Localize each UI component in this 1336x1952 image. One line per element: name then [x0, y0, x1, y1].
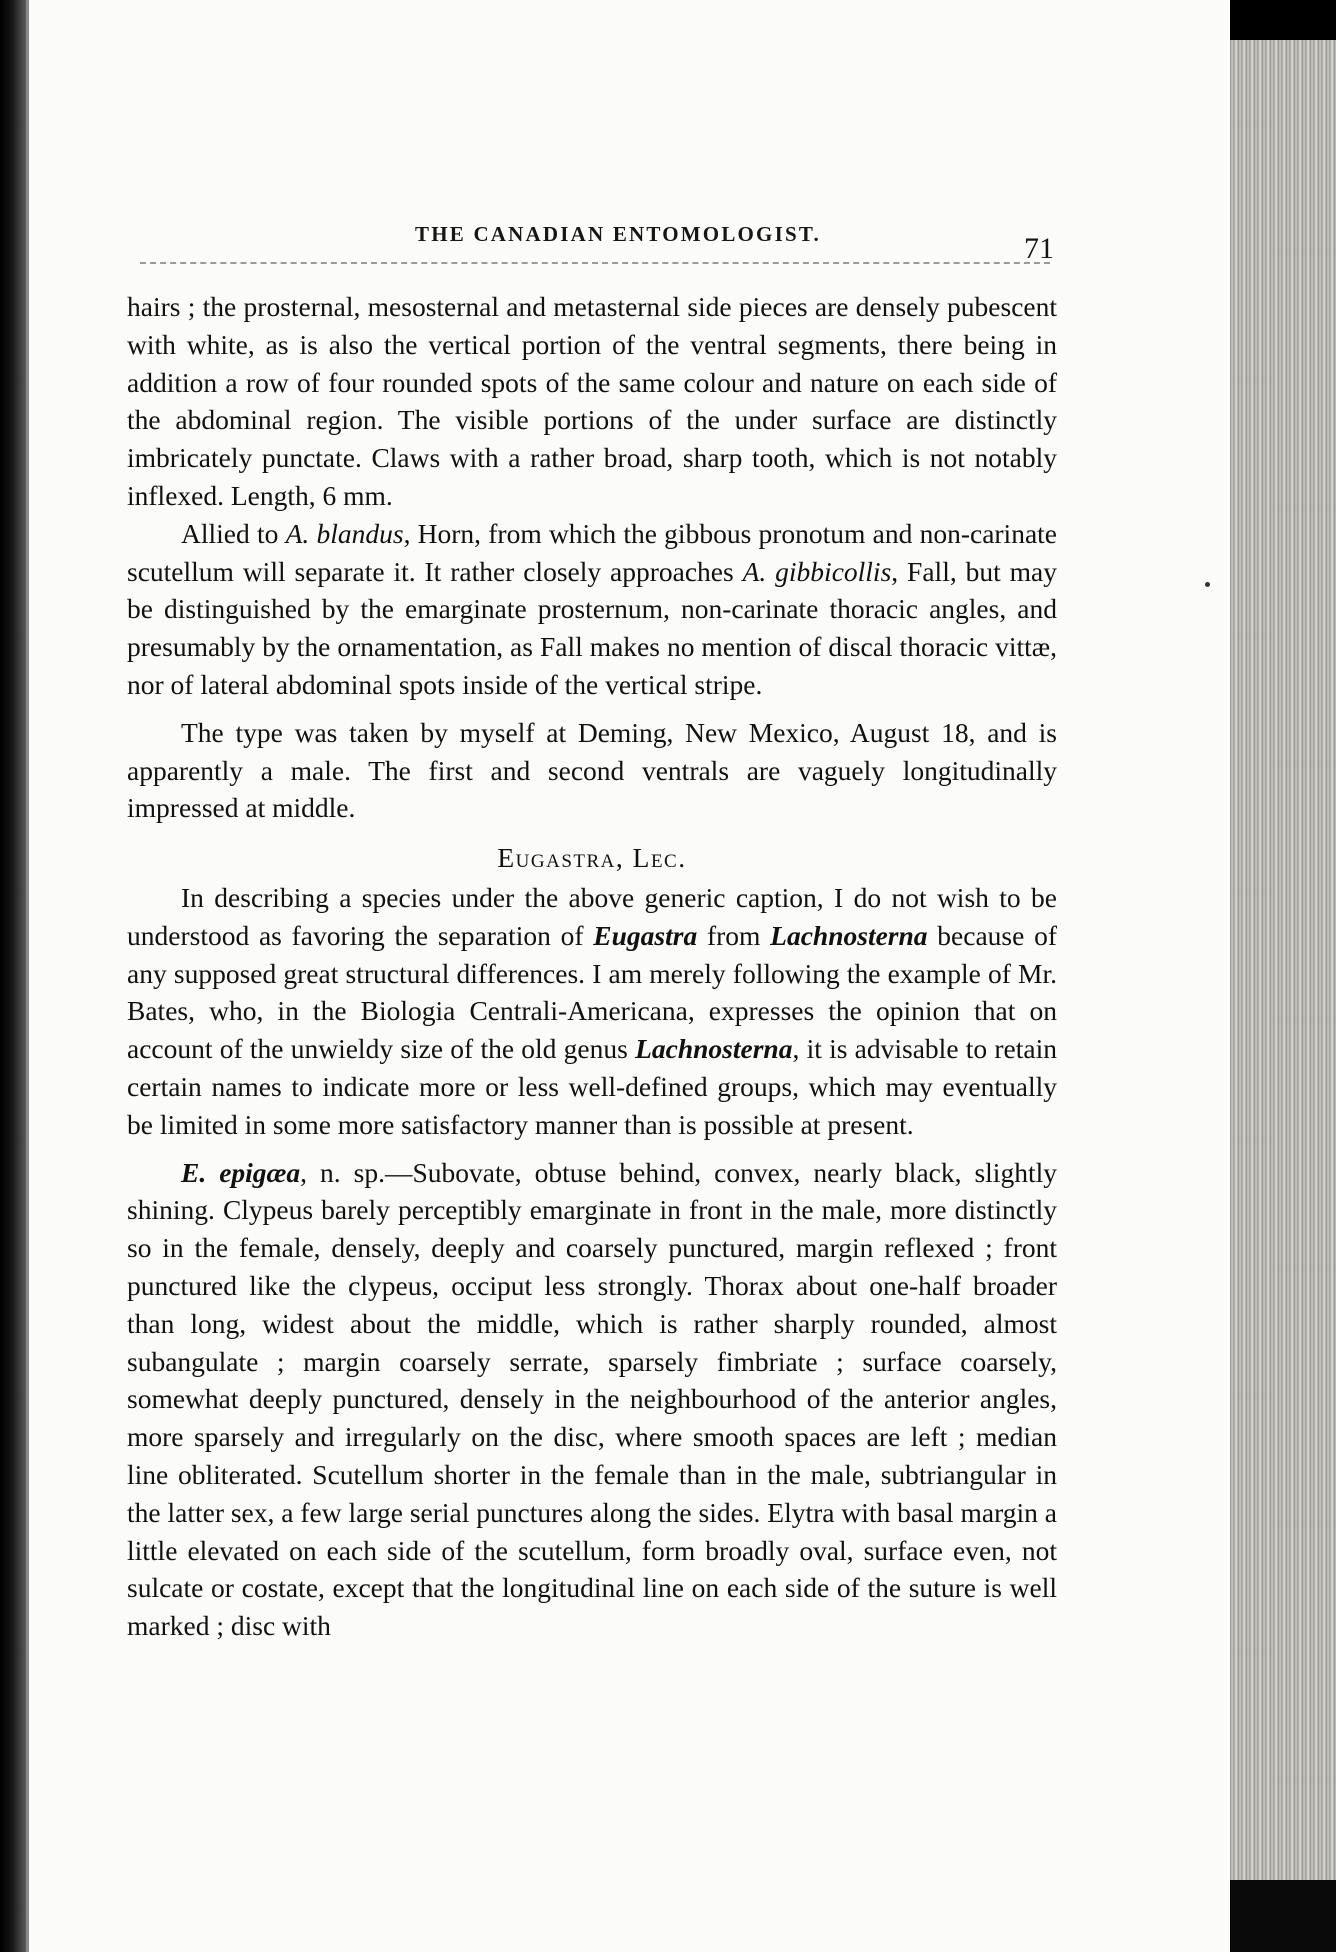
- species-name: A. blandus: [285, 517, 404, 549]
- paragraph-type: The type was taken by myself at Deming, New Mexico, August 18, and is apparently a male. The first and second ventrals are vaguely longitudinally impressed at middle.: [127, 716, 1057, 824]
- genus-name: Lachnosterna: [635, 1033, 793, 1065]
- paragraph-allied: [127, 515, 1057, 704]
- text-run: from: [697, 919, 771, 951]
- genus-name: Lachnosterna: [770, 919, 928, 951]
- page-edges-bottom-shadow: [1230, 1880, 1336, 1952]
- text-run: , it is advisable to retain certain names to indicate more or less well-defined groups, which may eventually be limited in some more satisfactory manner than is possible at present.: [127, 1033, 1058, 1140]
- page-number: 71: [1024, 232, 1054, 265]
- text-run: , n. sp.—Subovate, obtuse behind, convex, nearly black, slightly shining. Clypeus barely perceptibly emarginate in front in the male, more distinctly so in the female, densely, deeply and coarsely punctured, margin reflexed ; front punctured like the clypeus, occiput less strongly. Thorax about one-half broader than long, widest about the middle, which is rather sharply rounded, almost subangulate ; margin coarsely serrate, sparsely fimbriate ; surface coarsely, somewhat deeply punctured, densely in the neighbourhood of the anterior angles, more sparsely and irregularly on the disc, where smooth spaces are left ; median line obliterated. Scutellum shorter in the female than in the male, subtriangular in the latter sex, a few large serial punctures along the sides. Elytra with basal margin a little elevated on each side of the scutellum, form broadly oval, surface even, not sulcate or costate, except that the longitudinal line on each side of the suture is well marked ; disc with: [127, 1156, 1057, 1642]
- text-run: because of any supposed great structural differences. I am merely following the example of Mr. Bates, who, in the Biologia Centrali-Americana, expresses the opinion that on account of the unwieldy size of the old genus: [127, 919, 1057, 1065]
- text-run: Allied to: [181, 517, 286, 549]
- genus-name: Eugastra: [593, 919, 698, 951]
- page-speck: [1205, 582, 1210, 587]
- species-name: E. epigæa: [181, 1156, 301, 1188]
- text-run: In describing a species under the above generic caption, I do not wish to be understood as favoring the separation of: [127, 881, 1057, 951]
- paragraph-eugastra: [127, 879, 1057, 1144]
- paragraph-continued: hairs ; the prosternal, mesosternal and metasternal side pieces are densely pubescent with white, as is also the vertical portion of the ventral segments, there being in addition a row of four rounded spots of the same colour and nature on each side of the abdominal region. The visible portions of the under surface are distinctly imbricately punctate. Claws with a rather broad, sharp tooth, which is not notably inflexed. Length, 6 mm.: [127, 291, 1057, 511]
- header-rule: [140, 262, 1050, 264]
- section-heading: Eugastra, Lec.: [497, 842, 687, 874]
- text-run: , Horn, from which the gibbous pronotum and non-carinate scutellum will separate it. It rather closely approaches: [127, 517, 1057, 587]
- page-body: [127, 288, 1057, 1645]
- paragraph-species-description: [127, 1154, 1057, 1645]
- book-spine-shadow: [0, 0, 26, 1952]
- species-name: A. gibbicollis: [742, 555, 892, 587]
- text-run: , Fall, but may be distinguished by the emarginate prosternum, non-carinate thoracic angles, and presumably by the ornamentation, as Fall makes no mention of discal thoracic vittæ, nor of lateral abdominal spots inside of the vertical stripe.: [127, 555, 1057, 700]
- page-edges: [1230, 40, 1336, 1880]
- running-head: THE CANADIAN ENTOMOLOGIST.: [415, 222, 821, 246]
